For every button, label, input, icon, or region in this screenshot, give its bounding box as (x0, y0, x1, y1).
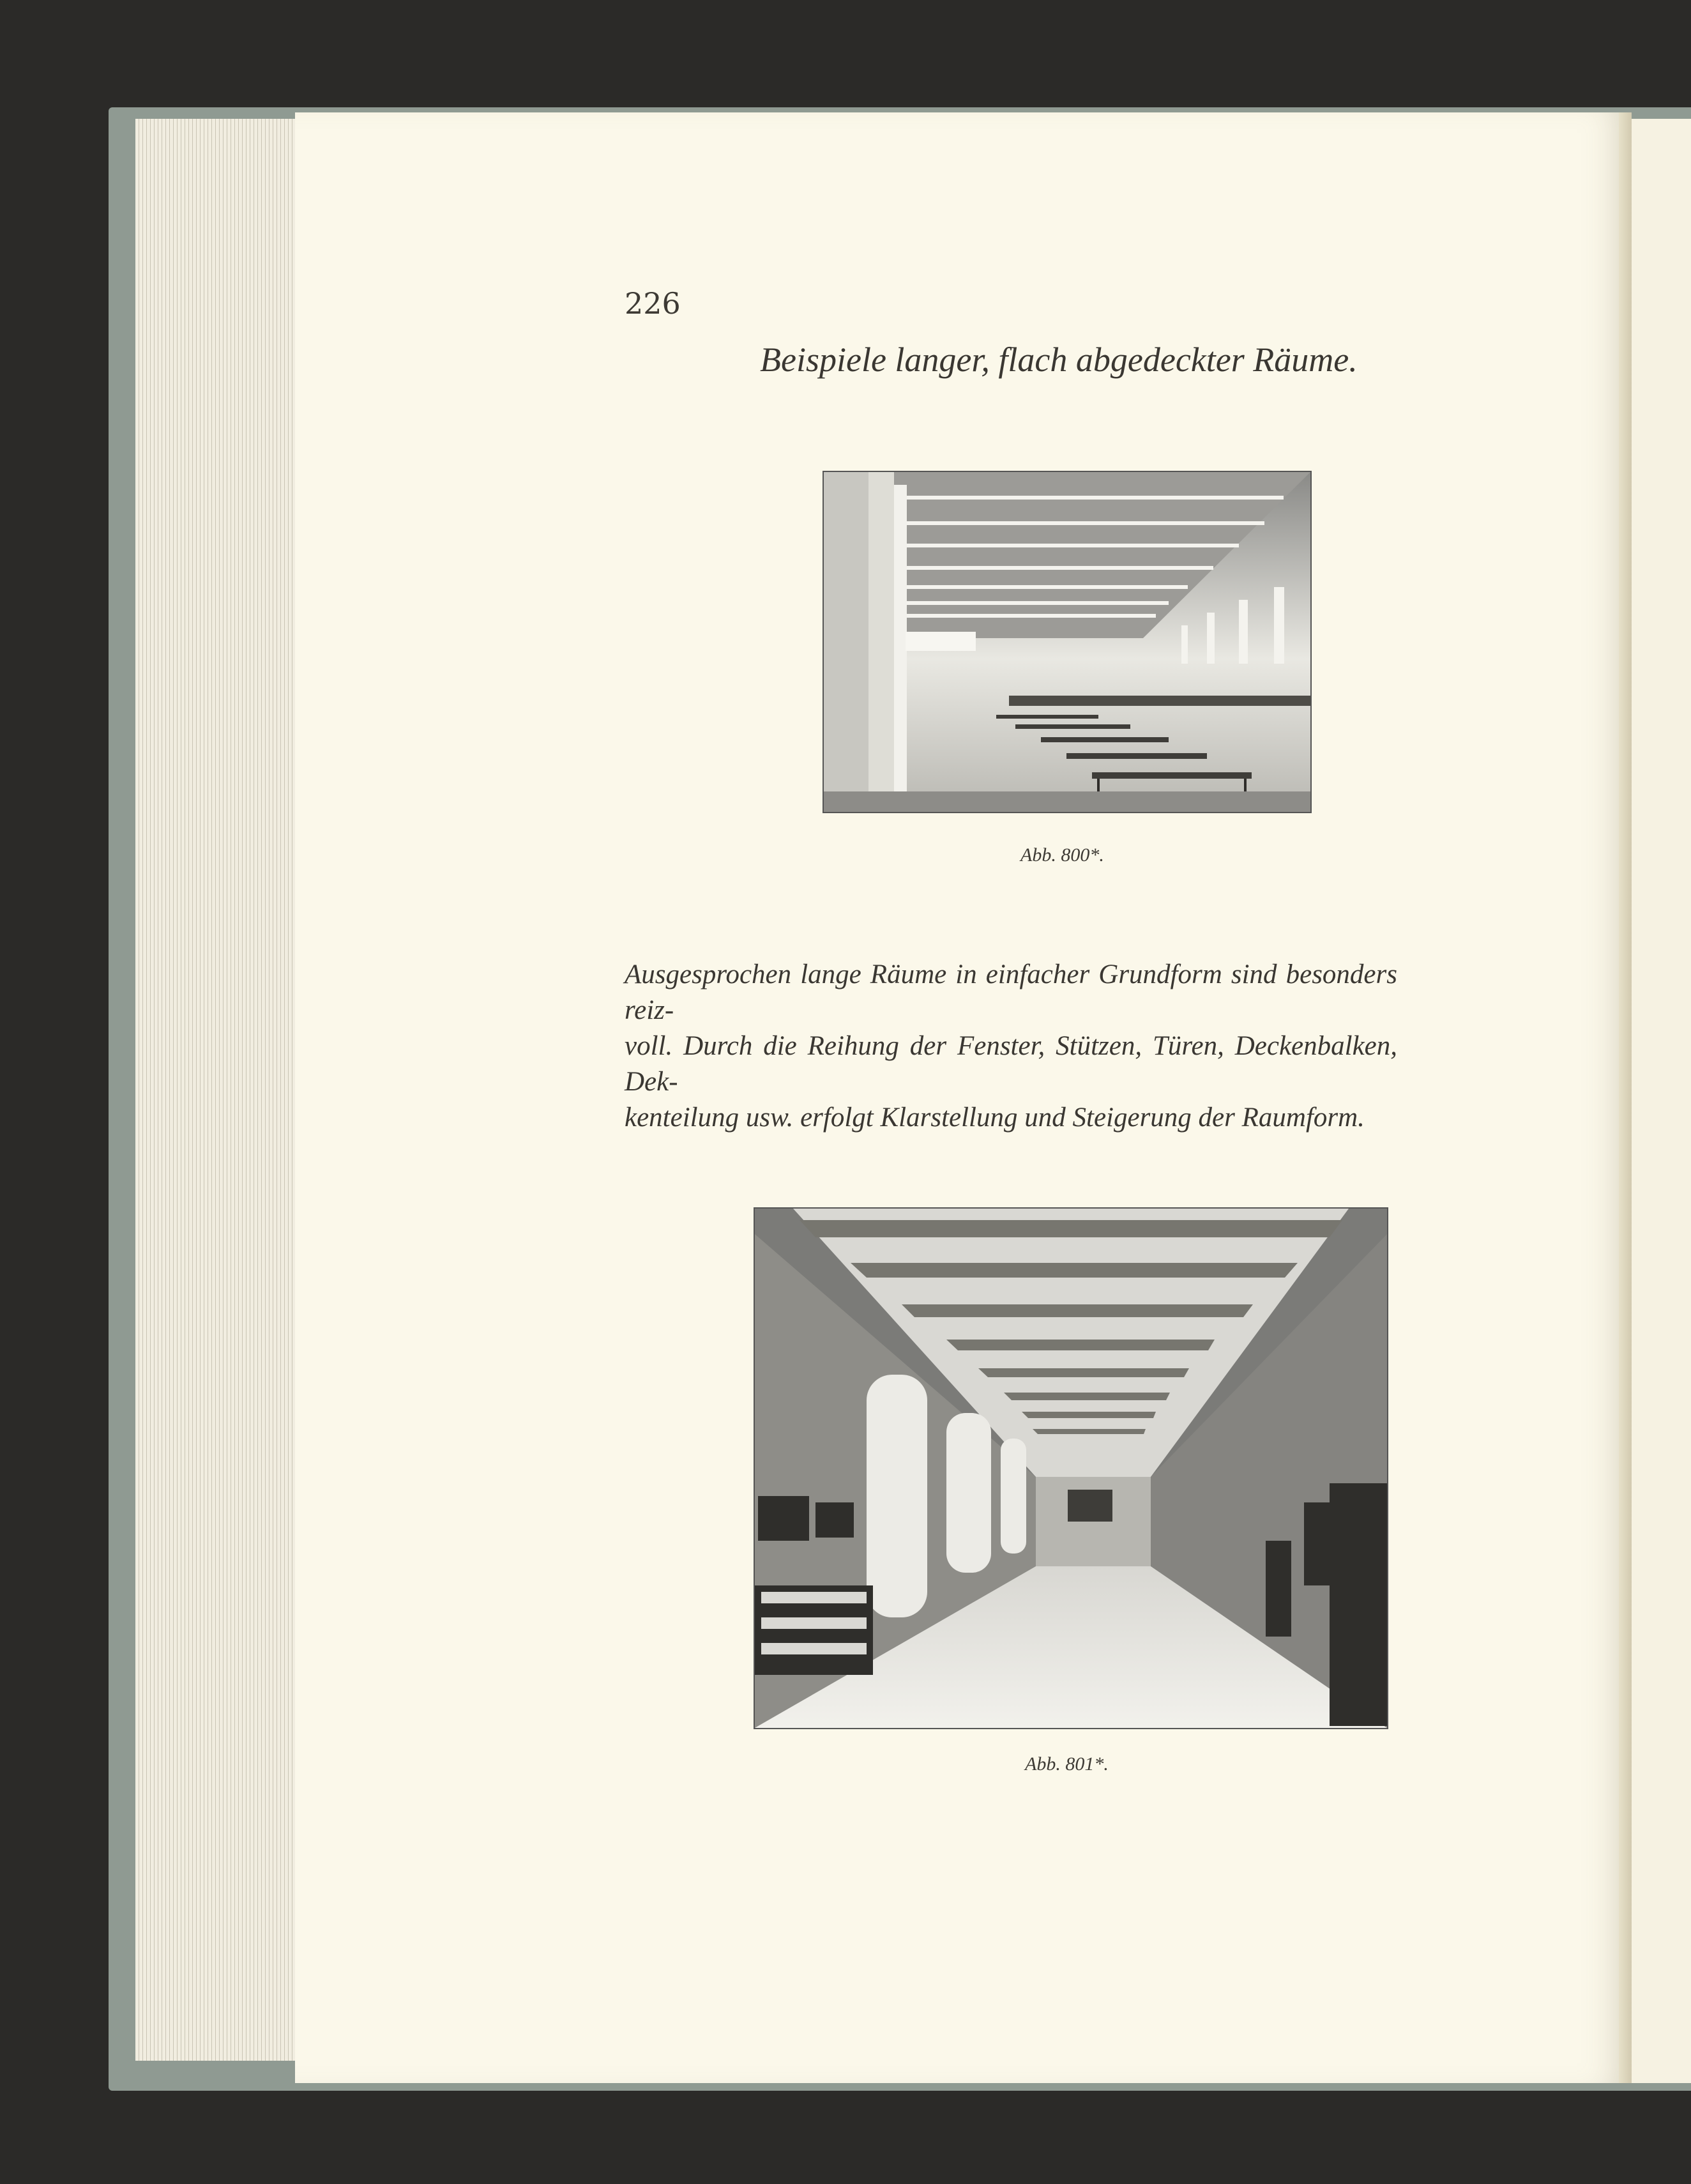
body-line: kenteilung usw. erfolgt Klarstellung und Steigerung der Raumform. (625, 1103, 1365, 1133)
figure-801-caption: Abb. 801*. (1025, 1753, 1109, 1775)
body-line: Ausgesprochen lange Räume in einfacher Grundform sind besonders reiz- (625, 959, 1397, 1025)
page-number: 226 (625, 286, 681, 321)
body-line: voll. Durch die Reihung der Fenster, Stützen, Türen, Deckenbalken, Dek- (625, 1031, 1397, 1097)
figure-800-photo (823, 471, 1312, 813)
page-gutter (1619, 112, 1632, 2083)
figure-801-photo (754, 1207, 1388, 1729)
facing-page-edge (1632, 119, 1691, 2083)
figure-800-caption: Abb. 800*. (1020, 844, 1104, 866)
body-paragraph (625, 957, 1397, 1136)
page-heading: Beispiele langer, flach abgedeckter Räume. (760, 340, 1358, 379)
page-edges (135, 119, 298, 2061)
